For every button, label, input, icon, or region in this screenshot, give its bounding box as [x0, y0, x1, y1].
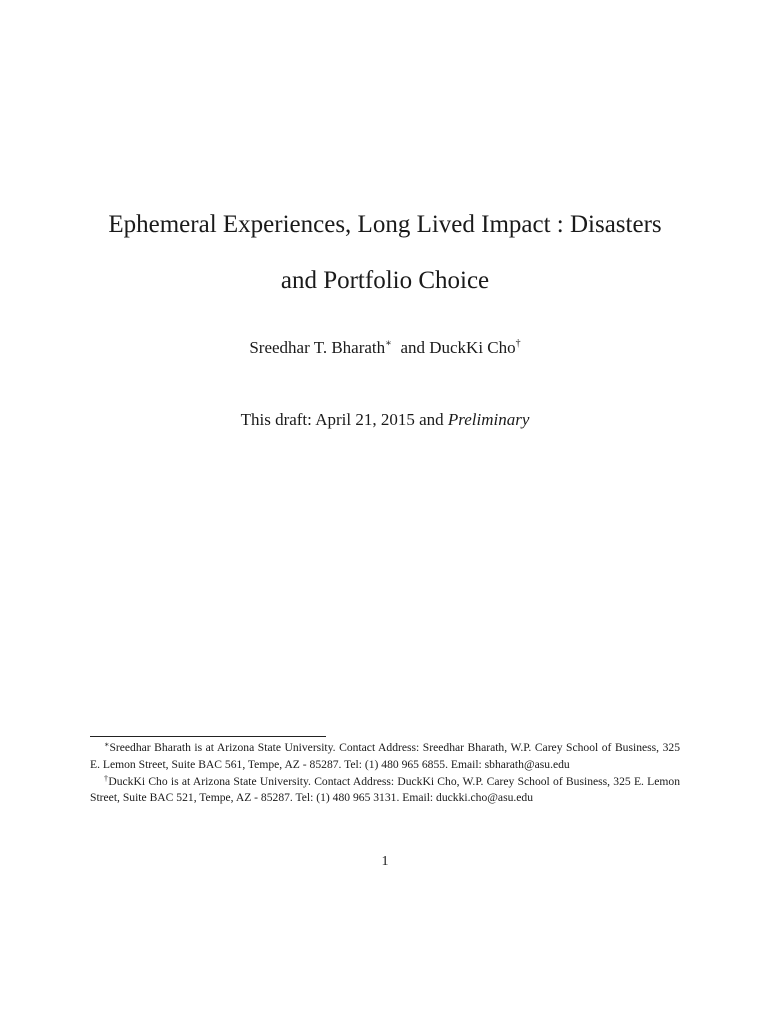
paper-title-line-2: and Portfolio Choice: [280, 267, 490, 294]
footnote-2-text: DuckKi Cho is at Arizona State University. Contact Address: DuckKi Cho, W.P. Carey School of Business, 325 E. Lemon Street, Suite BAC 521, Tempe, AZ - 85287. Tel: (1) 480 965 3131. Email: duckki.cho@asu.edu: [90, 774, 681, 805]
author-2-footnote-mark[interactable]: †: [515, 338, 521, 349]
draft-date: This draft: April 21, 2015 and: [240, 410, 444, 429]
footnote-divider: [90, 736, 326, 737]
page-number: 1: [381, 854, 389, 869]
footnote-author-2: [90, 774, 680, 808]
paper-title-line-1: Ephemeral Experiences, Long Lived Impact : Disasters: [108, 211, 662, 238]
author-1-footnote-mark[interactable]: ∗: [385, 338, 392, 349]
footnote-1-mark: ∗: [104, 740, 110, 749]
draft-status: Preliminary: [447, 410, 530, 429]
footnote-1-text: Sreedhar Bharath is at Arizona State University. Contact Address: Sreedhar Bharath, W.P. Carey School of Business, 325 E. Lemon Street, Suite BAC 561, Tempe, AZ - 85287. Tel: (1) 480 965 6855. Email: sbharath@asu.edu: [90, 741, 680, 771]
footnote-author-1: [90, 740, 680, 774]
draft-date-line: [60, 410, 710, 430]
footnotes: [90, 740, 680, 807]
author-2-name: DuckKi Cho: [429, 338, 516, 357]
footnote-2-mark: †: [104, 773, 109, 783]
author-1-name: Sreedhar T. Bharath: [249, 338, 386, 357]
author-line: [60, 338, 710, 358]
author-connector: and: [400, 338, 425, 357]
